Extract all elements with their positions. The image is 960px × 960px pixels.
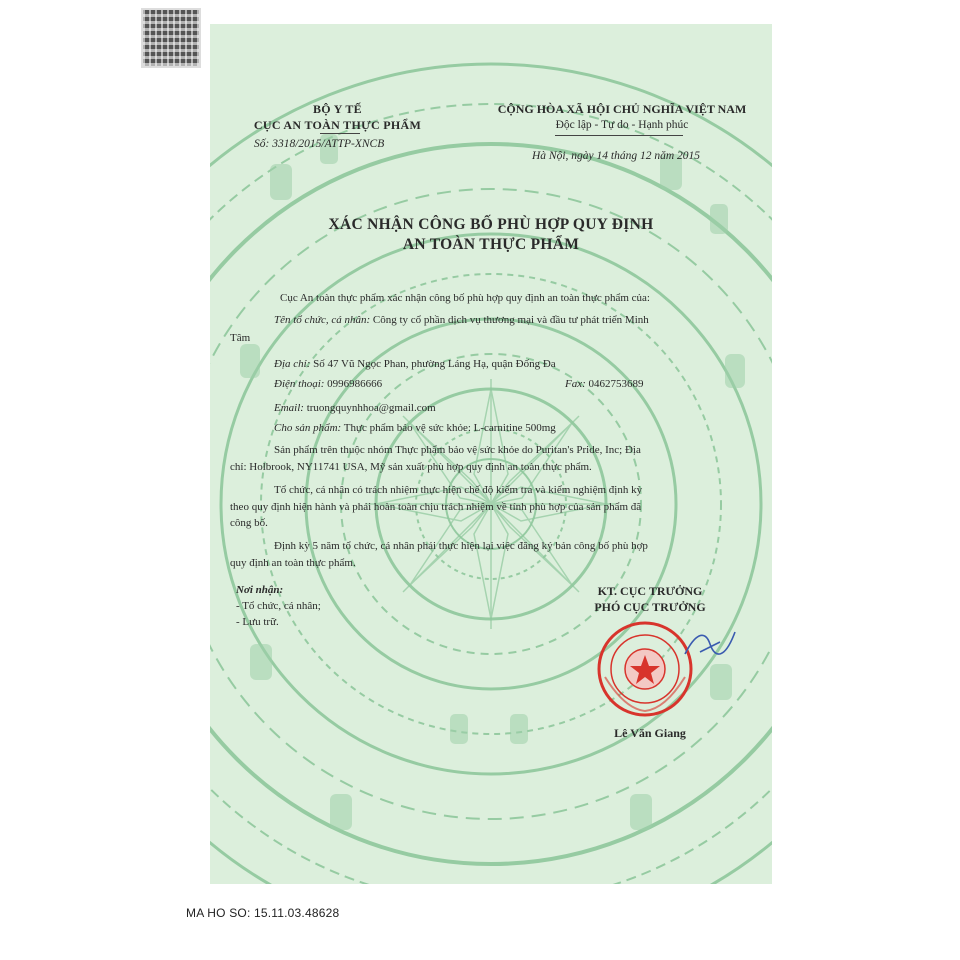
- paragraph-manufacturer-l1: Sản phẩm trên thuộc nhóm Thực phẩm bảo vệ sức khỏe do Puritan's Pride, Inc; Địa: [274, 444, 641, 456]
- product-label: Cho sản phẩm:: [274, 422, 342, 434]
- address-value: Số 47 Vũ Ngọc Phan, phường Láng Hạ, quận Đống Đa: [313, 358, 556, 370]
- product-line: [274, 422, 556, 434]
- fax-line: [565, 378, 644, 390]
- recipient-item: - Tổ chức, cá nhân;: [236, 600, 321, 612]
- dossier-code: MA HO SO: 15.11.03.48628: [186, 906, 340, 920]
- address-line: [274, 358, 556, 370]
- republic-name: CỘNG HÒA XÃ HỘI CHỦ NGHĨA VIỆT NAM: [497, 102, 747, 116]
- document-number: Số: 3318/2015/ATTP-XNCB: [254, 138, 385, 150]
- paragraph-manufacturer-l2: chỉ: Holbrook, NY11741 USA, Mỹ sản xuất phù hợp quy định an toàn thực phẩm.: [230, 461, 592, 473]
- paragraph-renewal-l1: Định kỳ 5 năm tổ chức, cá nhân phải thực hiện lại việc đăng ký bản công bố phù hợp: [274, 540, 648, 552]
- email-line: [274, 402, 436, 414]
- signatory-name: Lê Văn Giang: [614, 726, 686, 740]
- organization-value-continued: Tâm: [230, 332, 251, 344]
- handwritten-signature: [680, 624, 740, 664]
- product-value: Thực phẩm bảo vệ sức khỏe: L-carnitine 500mg: [343, 422, 556, 434]
- organization-line: [274, 314, 649, 326]
- qr-code: [141, 8, 201, 68]
- national-motto: Độc lập - Tự do - Hạnh phúc: [555, 119, 689, 131]
- paragraph-responsibility-l1: Tổ chức, cá nhân có trách nhiệm thực hiện chế độ kiểm tra và kiểm nghiệm định kỳ: [274, 484, 643, 496]
- issue-date: Hà Nội, ngày 14 tháng 12 năm 2015: [532, 150, 701, 162]
- recipient-item: - Lưu trữ.: [236, 616, 279, 628]
- header-underline: [320, 133, 360, 134]
- fax-label: Fax:: [565, 378, 586, 390]
- department-name: CỤC AN TOÀN THỰC PHẨM: [253, 118, 422, 132]
- certificate-page: [210, 24, 772, 884]
- organization-label: Tên tổ chức, cá nhân:: [274, 314, 371, 326]
- paragraph-responsibility-l2: theo quy định hiện hành và phải hoàn toàn chịu trách nhiệm về tính phù hợp của sản phẩm đã: [230, 501, 642, 513]
- phone-line: [274, 378, 382, 390]
- email-value: truongquynhhoa@gmail.com: [306, 402, 436, 414]
- organization-value: Công ty cổ phần dịch vụ thương mại và đầu tư phát triển Minh: [372, 314, 649, 326]
- paragraph-renewal-l2: quy định an toàn thực phẩm.: [230, 557, 356, 569]
- recipients-label: Nơi nhận:: [236, 584, 284, 596]
- signature-title-1: KT. CỤC TRƯỞNG: [597, 584, 703, 598]
- signature-title-2: PHÓ CỤC TRƯỞNG: [594, 600, 706, 614]
- document-title-line1: XÁC NHẬN CÔNG BỐ PHÙ HỢP QUY ĐỊNH: [328, 216, 654, 233]
- document-title-line2: AN TOÀN THỰC PHẨM: [402, 236, 580, 253]
- intro-text: Cục An toàn thực phẩm xác nhận công bố phù hợp quy định an toàn thực phẩm của:: [280, 292, 650, 304]
- email-label: Email:: [274, 402, 304, 414]
- fax-value: 0462753689: [588, 378, 644, 390]
- paragraph-responsibility-l3: công bố.: [230, 517, 268, 529]
- ministry-name: BỘ Y TẾ: [312, 102, 362, 116]
- phone-label: Điện thoại:: [274, 378, 325, 390]
- phone-value: 0996986666: [327, 378, 383, 390]
- address-label: Địa chỉ:: [274, 358, 311, 370]
- motto-underline: [555, 135, 683, 136]
